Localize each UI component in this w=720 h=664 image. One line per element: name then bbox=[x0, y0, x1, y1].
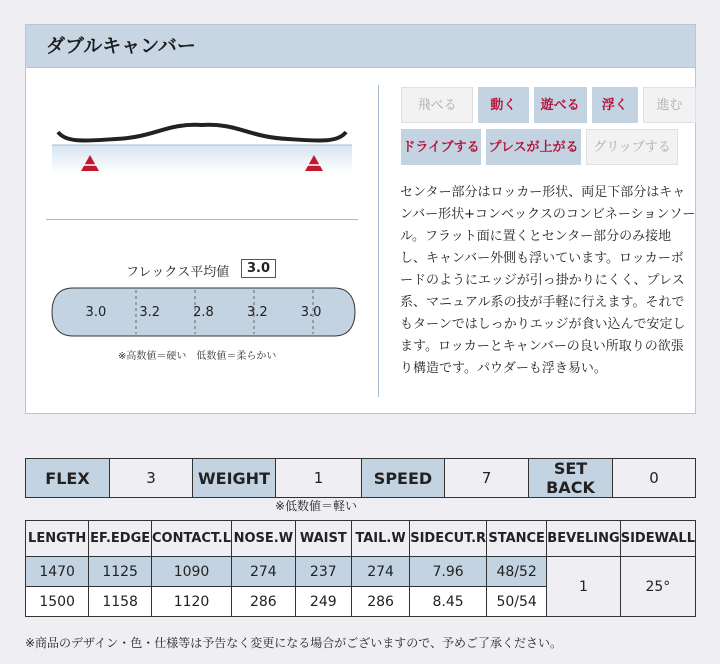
size-header: SIDECUT.R bbox=[410, 521, 487, 557]
weight-note: ※低数値＝軽い bbox=[275, 499, 358, 513]
edge-cell: 1158 bbox=[89, 587, 152, 617]
contact-cell: 1120 bbox=[151, 587, 231, 617]
size-header: TAIL.W bbox=[351, 521, 409, 557]
size-header: EF.EDGE bbox=[89, 521, 152, 557]
speed-label: SPEED bbox=[362, 459, 445, 498]
sidecut-cell: 7.96 bbox=[410, 557, 487, 587]
stance-cell: 48/52 bbox=[487, 557, 547, 587]
size-header: CONTACT.L bbox=[151, 521, 231, 557]
feature-tags bbox=[401, 87, 701, 171]
weight-value: 1 bbox=[276, 459, 362, 498]
feature-tag: 浮く bbox=[592, 87, 638, 123]
size-table bbox=[25, 520, 696, 617]
feature-tag: プレスが上がる bbox=[486, 129, 581, 165]
table-row bbox=[26, 557, 696, 587]
speed-value: 7 bbox=[445, 459, 529, 498]
feature-tag: 進む bbox=[643, 87, 696, 123]
footer-disclaimer: ※商品のデザイン・色・仕様等は予告なく変更になる場合がございますので、予めご了承ください。 bbox=[25, 636, 562, 650]
feature-tag: グリップする bbox=[586, 129, 678, 165]
feature-tag: 飛べる bbox=[401, 87, 473, 123]
camber-panel bbox=[25, 24, 696, 414]
sidewall-cell: 25° bbox=[620, 557, 695, 617]
board-flex-tail: 3.0 bbox=[300, 304, 322, 320]
size-header: SIDEWALL bbox=[620, 521, 695, 557]
vertical-divider bbox=[378, 85, 379, 397]
weight-label: WEIGHT bbox=[193, 459, 276, 498]
nose-cell: 286 bbox=[232, 587, 296, 617]
divider bbox=[46, 219, 358, 220]
tail-cell: 274 bbox=[351, 557, 409, 587]
sidecut-cell: 8.45 bbox=[410, 587, 487, 617]
size-header: STANCE bbox=[487, 521, 547, 557]
board-flex-nose: 3.0 bbox=[85, 304, 107, 320]
feature-tag: 動く bbox=[478, 87, 528, 123]
spec-table bbox=[25, 458, 696, 498]
contact-cell: 1090 bbox=[151, 557, 231, 587]
length-cell: 1500 bbox=[26, 587, 89, 617]
beveling-cell: 1 bbox=[547, 557, 620, 617]
flex-value: 3 bbox=[110, 459, 193, 498]
setback-value: 0 bbox=[613, 459, 696, 498]
waist-cell: 237 bbox=[295, 557, 351, 587]
flex-note: ※高数値＝硬い 低数値＝柔らかい bbox=[118, 351, 277, 362]
setback-label: SET BACK bbox=[529, 459, 613, 498]
tail-cell: 286 bbox=[351, 587, 409, 617]
board-flex-front: 3.2 bbox=[139, 304, 161, 320]
flex-average-value: 3.0 bbox=[241, 259, 276, 278]
camber-profile-diagram bbox=[46, 115, 358, 185]
size-header: BEVELING bbox=[547, 521, 620, 557]
camber-description: センター部分はロッカー形状、両足下部分はキャンバー形状+コンベックスのコンビネーションソール。フラット面に置くとセンター部分のみ接地し、キャンバー外側も浮いています。ロッカーボードのようにエッジが引っ掛かりにくく、プレス系、マニュアル系の技が手軽に行えます。それでもターンではしっかりエッジが食い込んで安定します。ロッカーとキャンバーの良い所取りの欲張り構造です。パウダーも浮き易い。 bbox=[400, 185, 696, 376]
board-flex-center: 2.8 bbox=[193, 304, 214, 320]
nose-cell: 274 bbox=[232, 557, 296, 587]
edge-cell: 1125 bbox=[89, 557, 152, 587]
page-title: ダブルキャンバー bbox=[26, 25, 695, 68]
flex-average-label: フレックス平均値 bbox=[126, 265, 230, 280]
feature-tag: 遊べる bbox=[534, 87, 587, 123]
feature-tag: ドライブする bbox=[401, 129, 481, 165]
flex-label: FLEX bbox=[26, 459, 110, 498]
size-header: WAIST bbox=[295, 521, 351, 557]
waist-cell: 249 bbox=[295, 587, 351, 617]
stance-cell: 50/54 bbox=[487, 587, 547, 617]
size-header: NOSE.W bbox=[232, 521, 296, 557]
length-cell: 1470 bbox=[26, 557, 89, 587]
board-flex-rear: 3.2 bbox=[246, 304, 268, 320]
board-flex-values bbox=[51, 287, 356, 337]
size-header: LENGTH bbox=[26, 521, 89, 557]
